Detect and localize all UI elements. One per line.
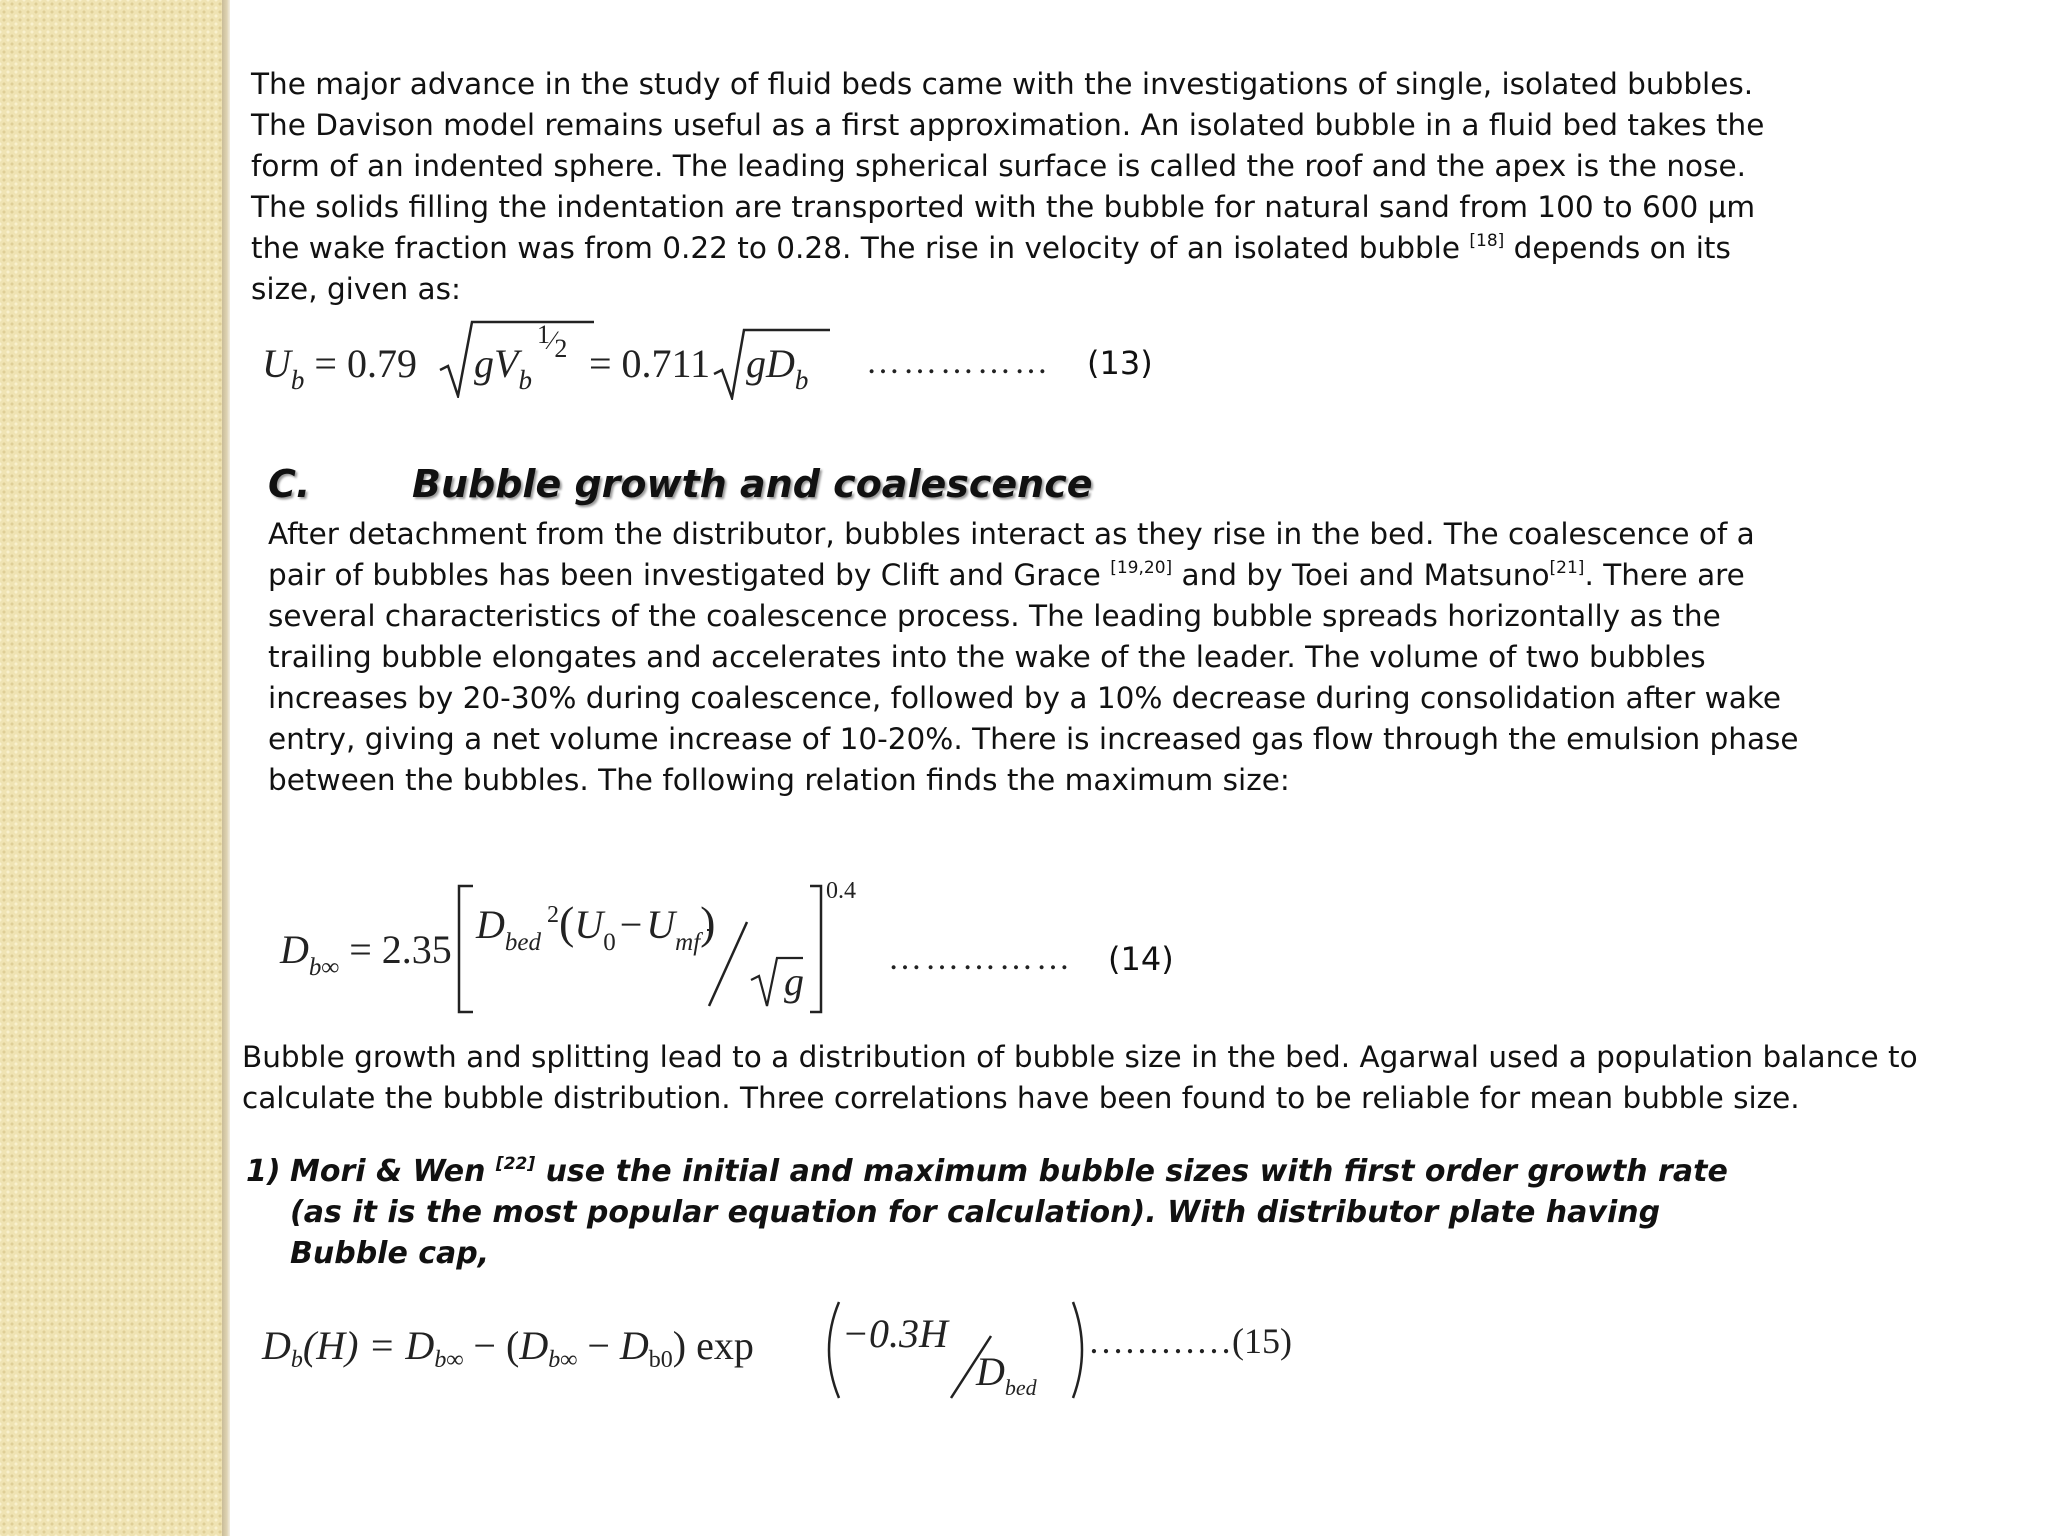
intro-paragraph: The major advance in the study of fluid beds came with the investigations of single, isolated bubbles. The Davison model remains useful as a first approximation. An isolated bubble in a fluid bed takes the form of an indented sphere. The leading spherical surface is called the roof and the apex is the nose. The solids filling the indentation are transported with the bubble for natural sand from 100 to 600 μm the wake fraction was from 0.22 to 0.28. The rise in velocity of an isolated bubble [18] depends on its size, given as: (251, 67, 1765, 306)
growth-paragraph: Bubble growth and splitting lead to a distribution of bubble size in the bed. Agarwal used a population balance to calculate the bubble distribution. Three correlations have been found to be reliable for mean bubble size. (242, 1040, 1918, 1115)
coalescence-paragraph: After detachment from the distributor, bubbles interact as they rise in the bed. The coalescence of a pair of bubbles has been investigated by Clift and Grace [19,20] and by Toei and Matsuno[21]. There are several characteristics of the coalescence process. The leading bubble spreads horizontally as the trailing bubble elongates and accelerates into the wake of the leader. The volume of two bubbles increases by 20-30% during coalescence, followed by a 10% decrease during consolidation after wake entry, giving a net volume increase of 10-20%. There is increased gas flow through the emulsion phase between the bubbles. The following relation finds the maximum size: (268, 517, 1799, 797)
sidebar-divider (222, 0, 230, 1536)
citation-18: [18] (1469, 231, 1505, 251)
section-heading: C. Bubble growth and coalescence (268, 462, 1093, 506)
equation-number-13: (13) (1087, 344, 1153, 382)
citation-21: [21] (1549, 558, 1585, 578)
list-item-1: 1) Mori & Wen [22] use the initial and maximum bubble sizes with first order growth rate (as it is the most popular equation for calculation). With distributor plate having Bubble cap, (246, 1154, 1728, 1271)
exponent-half: 1⁄2 (537, 320, 568, 363)
citation-22: [22] (495, 1154, 536, 1174)
equation-number-14: (14) (1108, 940, 1174, 978)
decorative-sidebar (0, 0, 222, 1536)
citation-19-20: [19,20] (1110, 558, 1173, 578)
